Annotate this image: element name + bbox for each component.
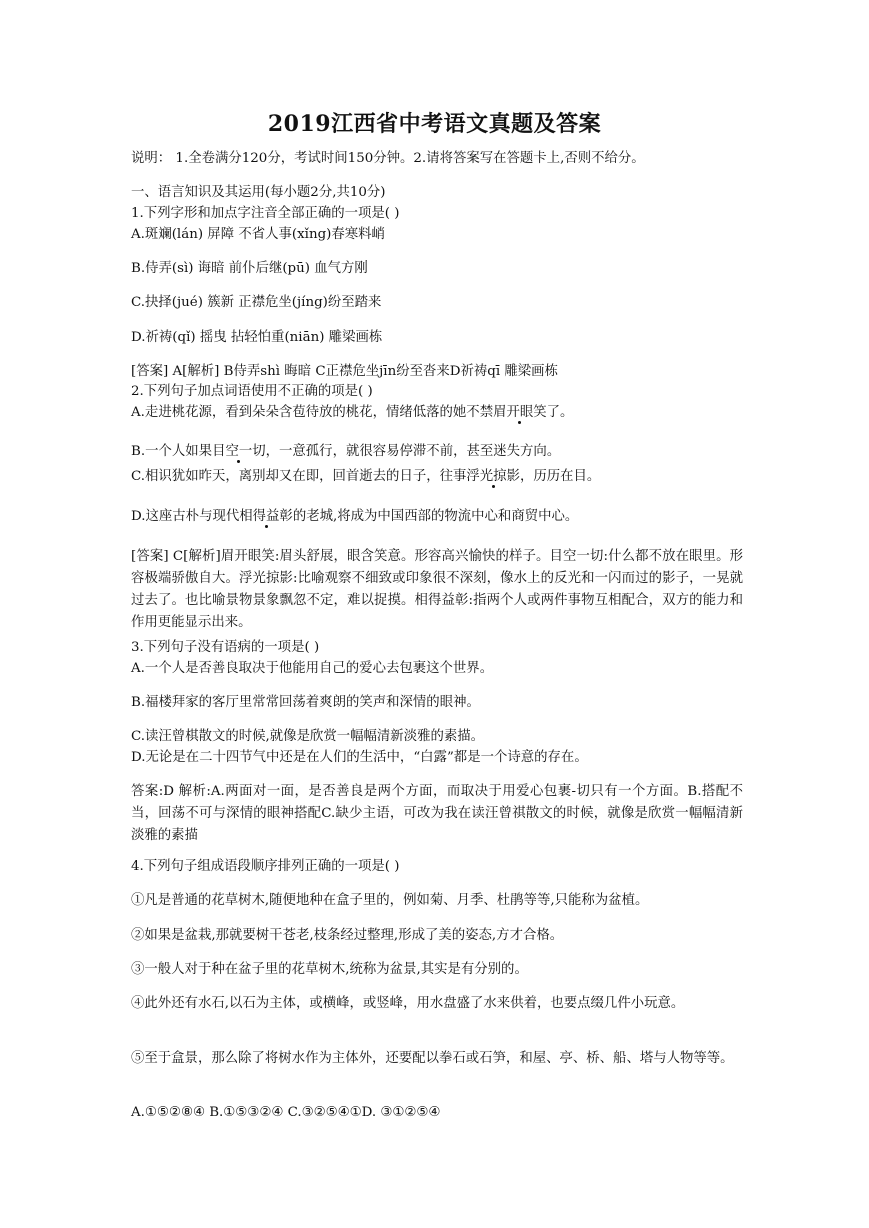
dotted-phrase: 目空一切 xyxy=(212,444,266,459)
question-2-stem: 2.下列句子加点词语使用不正确的项是( ) xyxy=(131,384,373,399)
question-2-option-b xyxy=(131,441,741,463)
question-3-answer: 答案:D 解析:A.两面对一面，是否善良是两个方面，而取决于用爱心包裹-切只有一个方面。B.搭配不当，回荡不可与深情的眼神搭配C.缺少主语，可改为我在读汪曾祺散文的时候，就像是欣赏一幅幅清新淡雅的素描 xyxy=(131,784,743,843)
option-text: 的老城,将成为中国西部的物流中心和商贸中心。 xyxy=(292,509,579,524)
question-1-option-c: C.抉择(jué) 簇新 正襟危坐(jíng)纷至踏来 xyxy=(131,295,382,310)
option-text: D.这座古朴与现代 xyxy=(131,509,240,524)
question-2-option-d xyxy=(131,506,741,528)
question-2-option-a xyxy=(131,402,741,424)
option-text: B.一个人如果 xyxy=(131,444,213,459)
question-4-sentence-3: ③一般人对于种在盆子里的花草树木,统称为盆景,其实是有分别的。 xyxy=(131,962,528,977)
question-3-option-d: D.无论是在二十四节气中还是在人们的生活中，“白露”都是一个诗意的存在。 xyxy=(131,750,588,765)
question-3-option-a: A.一个人是否善良取决于他能用自己的爱心去包裹这个世界。 xyxy=(131,661,494,676)
dotted-phrase: 浮光掠影 xyxy=(466,469,520,484)
option-text: ，一意孤行，就很容易停滞不前，甚至迷失方向。 xyxy=(265,444,561,459)
question-1-stem: 1.下列字形和加点字注音全部正确的一项是( ) xyxy=(131,206,400,221)
question-4-sentence-5: ⑤至于盒景，那么除了将树水作为主体外，还要配以拳石或石笋，和屋、亭、桥、船、塔与人物等等。 xyxy=(131,1051,734,1066)
question-2-option-c xyxy=(131,466,741,488)
question-4-sentence-4: ④此外还有水石,以石为主体，或横峰，或竖峰，用水盘盛了水来供着，也要点缀几件小玩意。 xyxy=(131,996,685,1011)
question-4-sentence-1: ①凡是普通的花草树木,随便地种在盒子里的，例如菊、月季、杜鹃等等,只能称为盆植。 xyxy=(131,893,649,908)
question-4-options: A.①⑤②⑧④ B.①⑤③②④ C.③②⑤④①D. ③①②⑤④ xyxy=(131,1105,441,1120)
option-text: ，历历在目。 xyxy=(519,469,601,484)
question-1-answer: [答案] A[解析] B侍弄shì 晦暗 C正襟危坐jīn纷至沓来D祈祷qī 雕梁画栋 xyxy=(131,364,558,379)
option-text: 了。 xyxy=(546,405,574,420)
option-text: C.相识犹如昨天，离别却又在即，回首逝去的日子，往事 xyxy=(131,469,467,484)
option-text: A.走进桃花源，看到朵朵含苞待放的桃花，情绪低落的她不禁 xyxy=(131,405,494,420)
dotted-phrase: 眉开眼笑 xyxy=(493,405,547,420)
document-title: 2019江西省中考语文真题及答案 xyxy=(267,111,602,137)
question-3-option-b: B.福楼拜家的客厅里常常回荡着爽朗的笑声和深情的眼神。 xyxy=(131,695,480,710)
section-heading: 一、语言知识及其运用(每小题2分,共10分) xyxy=(131,185,386,200)
question-1-option-d: D.祈祷(qǐ) 摇曳 拈轻怕重(niān) 雕梁画栋 xyxy=(131,330,383,345)
dotted-phrase: 相得益彰 xyxy=(239,509,293,524)
question-4-stem: 4.下列句子组成语段顺序排列正确的一项是( ) xyxy=(131,859,400,874)
question-1-option-b: B.侍弄(sì) 诲暗 前仆后继(pū) 血气方刚 xyxy=(131,261,368,276)
exam-instructions: 说明： 1.全卷满分120分，考试时间150分钟。2.请将答案写在答题卡上,否则不给分。 xyxy=(131,151,645,166)
question-3-option-c: C.读汪曾棋散文的时候,就像是欣赏一幅幅清新淡雅的素描。 xyxy=(131,729,485,744)
question-4-sentence-2: ②如果是盆栽,那就要树干苍老,枝条经过整理,形成了美的姿态,方才合格。 xyxy=(131,928,564,943)
question-3-stem: 3.下列句子没有语病的一项是( ) xyxy=(131,640,320,655)
question-2-answer: [答案] C[解析]眉开眼笑:眉头舒展，眼含笑意。形容高兴愉快的样子。目空一切:什么都不放在眼里。形容极端骄傲自大。浮光掠影:比喻观察不细致或印象很不深刻，像水上的反光和一闪而过的影子，一晃就过去了。也比喻景物景象飘忽不定，难以捉摸。相得益彰:指两个人或两件事物互相配合，双方的能力和作用更能显示出来。 xyxy=(131,549,743,630)
question-1-option-a: A.斑斓(lán) 屏障 不省人事(xǐng)春寒料峭 xyxy=(131,227,385,242)
